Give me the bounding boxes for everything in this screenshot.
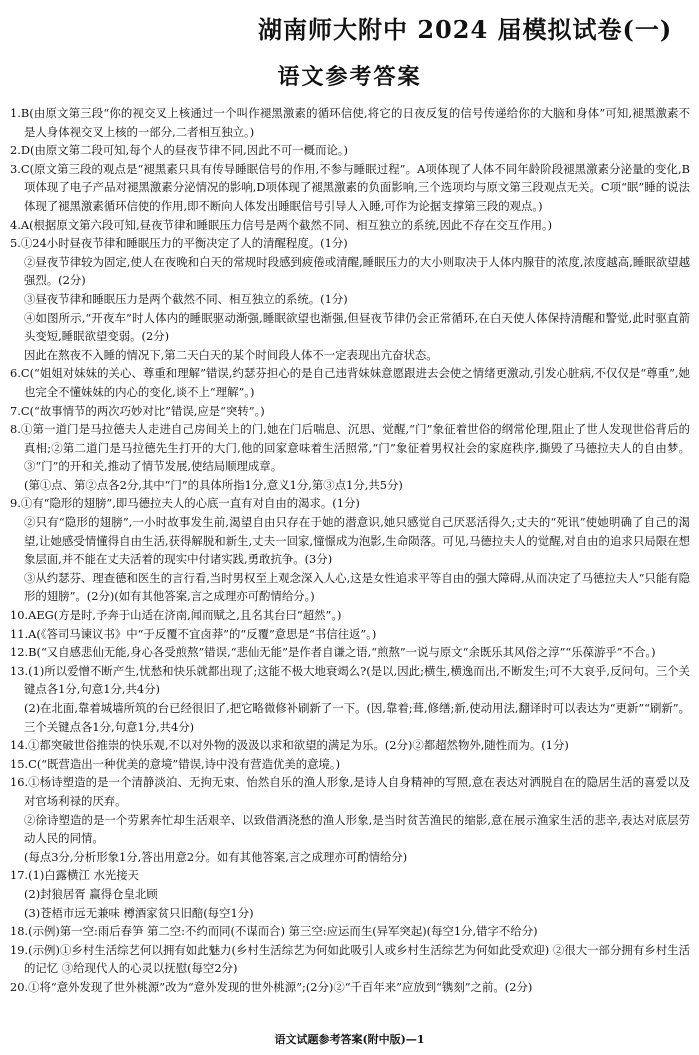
answer-number: 7. [10,403,21,418]
answer-text: AEG(方是时,予奔于山适在济南,闻而赋之,且名其台曰“超然”。) [28,608,342,623]
exam-title: 湖南师大附中 2024 届模拟试卷(一) [258,15,673,44]
answer-text: ①将“意外发现了世外桃源”改为“意外发现的世外桃源”;(2分)②“千百年来”应放到“镌刻”之前。(2分) [28,979,533,994]
answer-item [10,104,690,141]
answer-text: B(由原文第三段“你的视交叉上核通过一个叫作褪黑激素的循环信使,将它的日夜反复的信号传递给你的大脑和身体”可知,褪黑激素不是人身体视交叉上核的一部分,二者相互独立。) [20,106,690,139]
answer-key-title: 语文参考答案 [277,64,422,90]
answer-number: 12. [10,645,29,660]
answer-number: 1. [10,106,21,120]
answer-number: 19. [10,942,29,957]
answer-text: A(根据原文第六段可知,昼夜节律和睡眠压力信号是两个截然不同、相互独立的系统,因此不存在交互作用。) [20,217,553,232]
answer-item [10,922,690,941]
answer-number: 17. [10,868,29,883]
answer-number: 8. [10,422,21,437]
answer-text: D(由原文第二段可知,每个人的昼夜节律不同,因此不可一概而论。) [20,143,348,158]
answer-subpoint: ③从约瑟芬、理查德和医生的言行看,当时男权至上观念深入人心,这是女性追求平等自由的强大障碍,从而决定了马德拉夫人“只能有隐形的翅膀”。(2分)(如有其他答案,言之成理亦可酌情给分。) [24,570,690,604]
answer-text: ①都突破世俗推崇的快乐观,不以对外物的汲汲以求和欲望的满足为乐。(2分)②都超然物外,随性而为。(1分) [28,738,569,753]
answer-item [10,941,690,978]
answer-number: 5. [10,236,21,251]
answer-text: (1)白露横江 水光接天 [28,868,140,883]
answer-text: C(“既营造出一种优美的意境”错误,诗中没有营造优美的意境。) [28,756,341,771]
answer-item [10,662,690,699]
answer-text: (1)所以爱憎不断产生,忧愁和快乐就都出现了;这能不极大地衰竭么?(是以,因此;横生,横逸而出,不断发生;可不大哀乎,反问句。三个关键点各1分,句意1分,共4分) [24,663,690,697]
answer-text: ①第一道门是马拉德夫人走进自己房间关上的门,她在门后喘息、沉思、觉醒,“门”象征着世俗的纲常伦理,阻止了世人发现世俗背后的真相;②第二道门是马拉德先生打开的大门,他的回家意味着生活照常,“门”象征着男权社会的家庭秩序,撕毁了马德拉夫人的自由梦。③“门”的开和关,推动了情节发展,使结局顺理成章。 [20,422,690,474]
answer-number: 10. [10,608,29,623]
answer-text: (示例)①乡村生活综艺何以拥有如此魅力(乡村生活综艺为何如此吸引人或乡村生活综艺为何如此受欢迎) ②很大一部分拥有乡村生活的记忆 ③给现代人的心灵以抚慰(每空2分) [24,942,690,976]
answer-text: C(“故事情节的两次巧妙对比”错误,应是“突转”。) [20,403,265,418]
answer-number: 6. [10,366,21,381]
answer-text: B(“又自感悲仙无能,身心各受煎熬”错误,“悲仙无能”是作者自谦之语,“煎熬”一说与原文“余既乐其风俗之淳”“乐葆游乎”不合。) [28,645,656,660]
answer-number: 13. [10,663,29,678]
page-footer: 语文试题参考答案(附中版)—1 [274,1033,425,1046]
answer-text: C(原文第三段的观点是“褪黑素只具有传导睡眠信号的作用,不参与睡眠过程”。A项体现了人体不同年龄阶段褪黑激素分泌量的变化,B项体现了电子产品对褪黑激素分泌情况的影响,D项体现了褪黑激素的负面影响,三个选项均与原文第三段观点无关。C项“眠”睡的说法体现了褪黑激素循环信使的作用,即不断向人体发出睡眠信号引导人入睡,可作为论据支撑第三段的观点。) [20,161,690,213]
answer-subpoint: (每点3分,分析形象1分,答出用意2分。如有其他答案,言之成理亦可酌情给分) [24,849,408,864]
answer-subpoint: (3)苍梧市远无兼味 樽酒家贫只旧醅(每空1分) [24,905,254,920]
answer-text: ①有“隐形的翅膀”,即马德拉夫人的心底一直有对自由的渴求。(1分) [20,496,360,511]
answer-subpoint: ②只有“隐形的翅膀”,一小时故事发生前,渴望自由只存在于她的潜意识,她只感觉自己厌恶活得久;丈夫的“死讯”使她明确了自己的渴望,让她感受情懂得自由生活,获得解脱和新生,丈夫一回家,憧憬成为泡影,生命陨落。可见,马德拉夫人的觉醒,对自由的追求只局限在想象层面,并不能在丈夫活着的现实中付诸实践,勇敢抗争。(3分) [24,515,690,567]
answer-item [10,606,690,625]
answer-text: (示例)第一空:雨后春笋 第二空:不约而同(不谋而合) 第三空:应运而生(异军突起)(每空1分,错字不给分) [28,924,538,939]
answer-number: 4. [10,217,21,232]
answer-number: 2. [10,143,21,158]
answer-item [10,216,690,235]
answer-subpoint: (2)封狼居胥 赢得仓皇北顾 [24,886,158,901]
answer-item [10,625,690,644]
answer-text: C(“姐姐对妹妹的关心、尊重和理解”错误,约瑟芬担心的是自己违背妹妹意愿跟进去会使之情绪更激动,引发心脏病,不仅仅是“尊重”,她也完全不懂妹妹的内心的变化,谈不上“理解”。) [20,366,690,399]
answer-number: 15. [10,756,29,771]
answer-item [10,643,690,662]
answer-number: 9. [10,496,21,511]
answer-item [10,736,690,755]
answer-subpoint: ④如图所示,“开夜车”时人体内的睡眠驱动渐强,睡眠欲望也渐强,但昼夜节律仍会正常循环,在白天使人体保持清醒和警觉,此时驱直箭头变短,睡眠欲望变弱。(2分) [24,310,690,344]
answer-text: A(《答司马谏议书》中“于反覆不宜卤莽”的“反覆”意思是“书信往返”。) [28,626,377,641]
answer-number: 3. [10,161,21,176]
answer-list [10,104,690,997]
answer-item [10,494,690,513]
answer-number: 16. [10,775,29,790]
answer-text: ①24小时昼夜节律和睡眠压力的平衡决定了人的清醒程度。(1分) [20,236,348,251]
answer-subpoint: 因此在熬夜不入睡的情况下,第二天白天的某个时间段人体不一定表现出亢奋状态。 [24,347,438,362]
answer-subpoint: (2)在北面,靠着城墙所筑的台已经很旧了,把它略微修补刷新了一下。(因,靠着;葺,修缮;新,使动用法,翻译时可以表达为“更新”“刷新”。三个关键点各1分,句意1分,共4分) [24,701,690,734]
answer-subpoint: (第①点、第②点各2分,其中“门”的具体所指1分,意义1分,第③点1分,共5分) [24,477,403,492]
answer-item [10,755,690,774]
answer-item [10,773,690,810]
answer-number: 11. [10,626,29,641]
answer-number: 14. [10,738,29,753]
answer-item [10,978,690,997]
answer-number: 20. [10,979,29,994]
answer-number: 18. [10,924,29,939]
answer-item [10,866,690,885]
answer-item [10,402,690,421]
answer-subpoint: ②昼夜节律较为固定,使人在夜晚和白天的常规时段感到疲倦或清醒,睡眠压力的大小则取决于人体内腺苷的浓度,浓度越高,睡眠欲望越强烈。(2分) [24,254,690,288]
answer-item [10,160,690,216]
answer-item [10,141,690,160]
answer-subpoint: ②徐诗塑造的是一个劳累奔忙却生活艰辛、以致借酒浇愁的渔人形象,是当时贫苦渔民的缩影,意在展示渔家生活的悲辛,表达对底层劳动人民的同情。 [24,812,690,846]
answer-item [10,234,690,253]
answer-item [10,364,690,401]
answer-text: ①杨诗塑造的是一个清静淡泊、无拘无束、怡然自乐的渔人形象,是诗人自身精神的写照,意在表达对洒脱自在的隐居生活的喜爱以及对官场利禄的厌弃。 [24,775,690,808]
answer-item [10,420,690,476]
answer-subpoint: ③昼夜节律和睡眠压力是两个截然不同、相互独立的系统。(1分) [24,291,348,306]
